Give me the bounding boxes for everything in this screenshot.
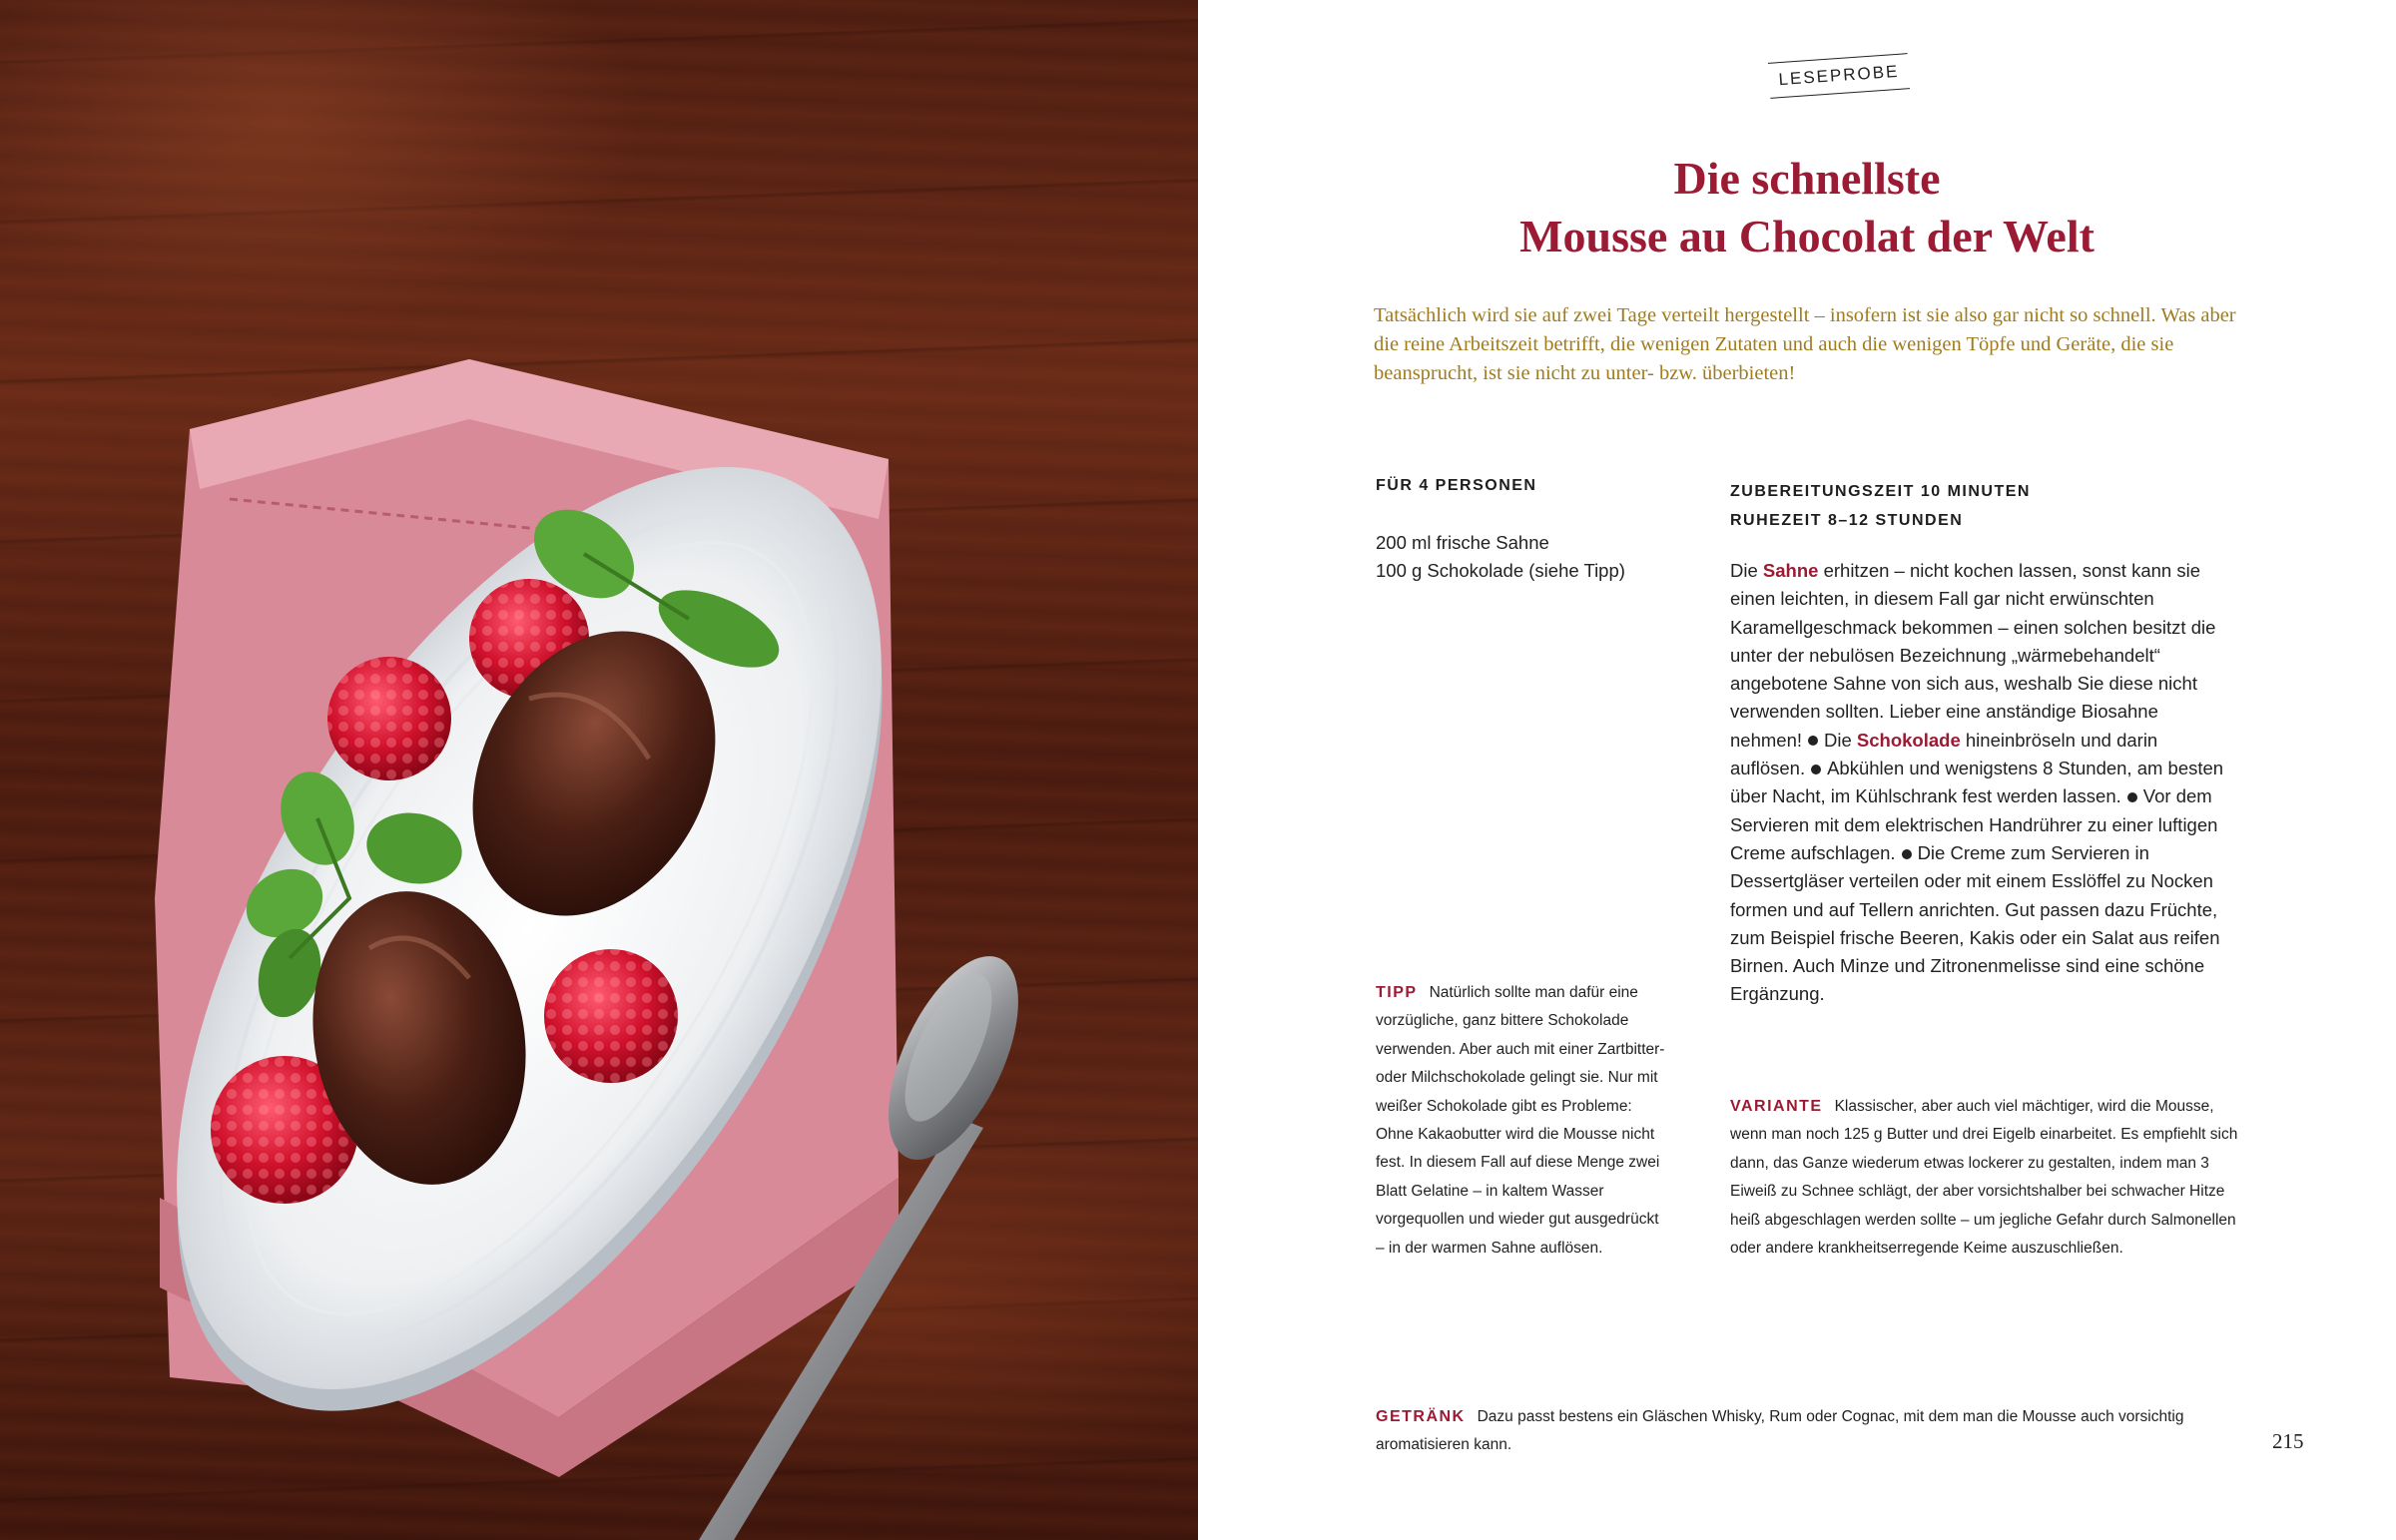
method-text-part: Vor dem Servieren mit dem elektrischen Handrührer zu einer luftigen Creme aufschlagen. xyxy=(1730,785,2218,863)
method-text-part: Die Creme zum Servieren in Dessertgläser verteilen oder mit einem Esslöffel zu Nocken formen und auf Tellern anrichten. Gut passen dazu Früchte, zum Beispiel frische Beeren, Kakis oder ein Salat aus reifen Birnen. Auch Minze und Zitronenmelisse sind eine schöne Ergänzung. xyxy=(1730,841,2220,1005)
step-bullet-icon xyxy=(1808,736,1818,746)
drink-label: GETRÄNK xyxy=(1376,1408,1466,1425)
method-text-part: Die xyxy=(1730,560,1763,581)
rest-time: RUHEZEIT 8–12 STUNDEN xyxy=(1730,512,1964,529)
prep-info xyxy=(1730,477,2031,535)
highlight-schokolade: Schokolade xyxy=(1856,729,1961,751)
recipe-title-line-2: Mousse au Chocolat der Welt xyxy=(1519,211,2095,261)
page-number: 215 xyxy=(2272,1429,2304,1453)
ingredient-item: 200 ml frische Sahne xyxy=(1376,532,1549,553)
recipe-title-line-1: Die schnellste xyxy=(1673,153,1941,204)
drink-text: Dazu passt bestens ein Gläschen Whisky, Rum oder Cognac, mit dem man die Mousse auch vorsichtig aromatisieren kann. xyxy=(1376,1408,2184,1454)
variant-text: Klassischer, aber auch viel mächtiger, wird die Mousse, wenn man noch 125 g Butter und drei Eigelb einarbeitet. Es empfiehlt sich dann, das Ganze wiederum etwas lockerer zu gestalten, indem man 3 Eiweiß zu Schnee schlägt, der aber vorsichtshalber bei schwacher Hitze heiß abgeschlagen werden sollte – um jegliche Gefahr durch Salmonellen oder andere krankheitserregende Keime auszuschließen. xyxy=(1730,1098,2238,1258)
leseprobe-label: LESEPROBE xyxy=(1777,61,1900,90)
method-text-part: Abkühlen und wenigstens 8 Stunden, am besten über Nacht, im Kühlschrank fest werden lassen. xyxy=(1730,758,2224,807)
highlight-sahne: Sahne xyxy=(1762,560,1819,581)
tip-box xyxy=(1376,979,1670,1263)
prep-time: ZUBEREITUNGSZEIT 10 MINUTEN xyxy=(1730,483,2031,500)
recipe-title xyxy=(1398,150,2216,265)
leseprobe-badge xyxy=(1768,53,1910,99)
variant-box xyxy=(1730,1093,2239,1263)
tip-label: TIPP xyxy=(1376,984,1418,1001)
ingredient-item: 100 g Schokolade (siehe Tipp) xyxy=(1376,560,1625,581)
servings: FÜR 4 PERSONEN xyxy=(1376,477,1537,494)
ingredient-list xyxy=(1376,529,1625,585)
step-bullet-icon xyxy=(1902,849,1912,859)
recipe-intro: Tatsächlich wird sie auf zwei Tage verteilt hergestellt – insofern ist sie also gar nicht so schnell. Was aber die reine Arbeitszeit betrifft, die wenigen Zutaten und auch die wenigen Töpfe und Geräte, die sie beansprucht, ist sie nicht zu unter- bzw. überbieten! xyxy=(1374,304,2236,384)
method-text-part: Die xyxy=(1824,729,1857,751)
variant-label: VARIANTE xyxy=(1730,1098,1823,1115)
tip-text: Natürlich sollte man dafür eine vorzügliche, ganz bittere Schokolade verwenden. Aber auch mit einer Zartbitter- oder Milchschokolade gelingt sie. Nur mit weißer Schokolade gibt es Probleme: Ohne Kakaobutter wird die Mousse nicht fest. In diesem Fall auf diese Menge zwei Blatt Gelatine – in kaltem Wasser vorgequollen und wieder gut ausgedrückt – in der warmen Sahne auflösen. xyxy=(1376,984,1665,1257)
method-text xyxy=(1730,557,2234,1009)
step-bullet-icon xyxy=(2127,792,2137,802)
method-text-part: erhitzen – nicht kochen lassen, sonst kann sie einen leichten, in diesem Fall gar nicht erwünschten Karamellgeschmack bekommen – einen solchen besitzt die unter der nebulösen Bezeichnung „wärmebehandelt“ angebotene Sahne von sich aus, weshalb Sie diese nicht verwenden sollten. Lieber eine anständige Biosahne nehmen! xyxy=(1730,560,2216,751)
method-text-part: hineinbröseln und darin auflösen. xyxy=(1730,729,2158,779)
drink-box xyxy=(1376,1403,2194,1460)
step-bullet-icon xyxy=(1811,765,1821,774)
